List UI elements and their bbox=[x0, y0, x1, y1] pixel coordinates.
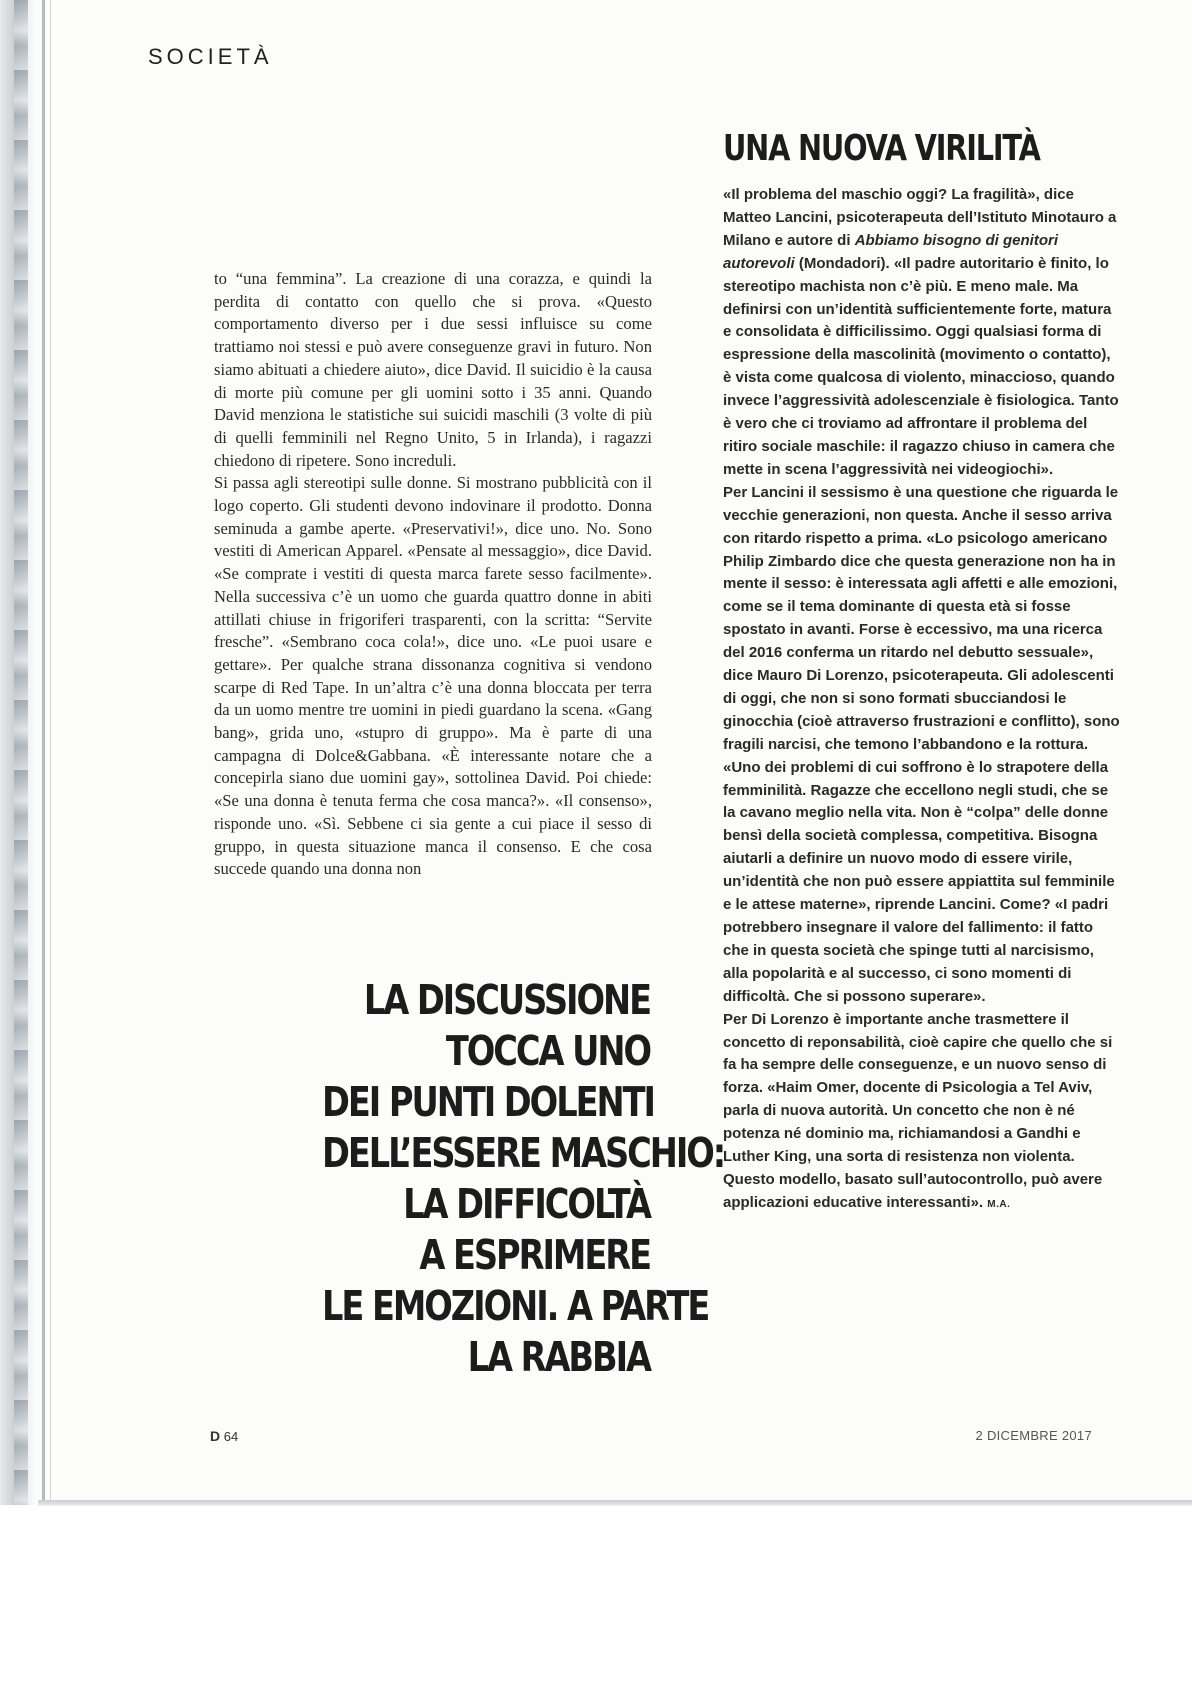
magazine-logo: D bbox=[210, 1428, 221, 1444]
pull-quote-line: A ESPRIMERE bbox=[419, 1231, 650, 1279]
pull-quote-line: LA DISCUSSIONE bbox=[363, 976, 650, 1024]
sidebar-paragraph-2: Per Lancini il sessismo è una questione che riguarda le vecchie generazioni, non questa. Anche il sesso arriva con ritardo rispetto a prima. «Lo psicologo americano Philip Zimbardo dice che questa generazione non ha in mente il sesso: è interessata agli affetti e alle emozioni, come se il tema dominante di questa età si fosse spostato in avanti. Forse è eccessivo, ma una ricerca del 2016 conferma un ritardo nel debutto sessuale», dice Mauro Di Lorenzo, psicoterapeuta. Gli adolescenti di oggi, che non si sono formati sbucciandosi le ginocchia (cioè attraverso frustrazioni e conflitto), sono fragili narcisi, che temono l’abbandono e la rottura. bbox=[723, 483, 1120, 753]
sidebar-paragraph-4 bbox=[723, 1009, 1123, 1217]
pull-quote bbox=[322, 975, 725, 1383]
sidebar-p1-text: «Il problema del maschio oggi? La fragilità», dice Matteo Lancini, psicoterapeuta dell’Istituto Minotauro a Milano e autore di bbox=[723, 186, 1117, 249]
book-title: Abbiamo bisogno di genitori autorevoli bbox=[723, 231, 1059, 272]
binding-strip bbox=[14, 0, 28, 1505]
issue-date: 2 DICEMBRE 2017 bbox=[975, 1428, 1092, 1443]
scan-background bbox=[0, 1506, 1192, 1684]
pull-quote-line: LA DIFFICOLTÀ bbox=[403, 1180, 650, 1228]
pull-quote-line: TOCCA UNO bbox=[445, 1027, 650, 1075]
sidebar-p1-text-cont: (Mondadori). «Il padre autoritario è finito, lo stereotipo machista non c’è più. E meno male. Ma definirsi con un’identità sufficientemente forte, matura e consolidata è difficilissimo. Oggi qualsiasi forma di espressione della mascolinità (movimento o contatto), è vista come qualcosa di violento, minaccioso, quando invece l’aggressività adolescenziale è fisiologica. Tanto è vero che ci troviamo ad affrontare il problema del ritiro sociale maschile: il ragazzo chiuso in camera che mette in scena l’aggressività nei videogiochi». bbox=[723, 254, 1119, 478]
article-body bbox=[214, 268, 652, 881]
author-signature: M.A. bbox=[987, 1198, 1011, 1210]
pull-quote-line: LE EMOZIONI. A PARTE bbox=[322, 1282, 709, 1330]
page-number: 64 bbox=[223, 1429, 239, 1444]
page-binding bbox=[0, 0, 38, 1505]
article-paragraph-2: Si passa agli stereotipi sulle donne. Si mostrano pubblicità con il logo coperto. Gli studenti devono indovinare il prodotto. Donna seminuda a gambe aperte. «Preservativi!», dice uno. No. Sono vestiti di American Apparel. «Pensate al messaggio», dice David. «Se comprate i vestiti di questa marca farete sesso facilmente». Nella successiva c’è un uomo che guarda quattro donne in abiti attillati chiuse in frigoriferi trasparenti, con la scritta: “Servite fresche”. «Sembrano coca cola!», dice uno. «Le puoi usare e gettare». Per qualche strana dissonanza cognitiva si vendono scarpe di Red Tape. In un’altra c’è una donna bloccata per terra da un uomo mentre tre uomini in piedi guardano la scena. «Gang bang», grida uno, «stupro di gruppo». Ma è parte di una campagna di Dolce&Gabbana. «È interessante notare che a concepirla siano due uomini gay», sottolinea David. Poi chiede: «Se una donna è tenuta ferma che cosa manca?». «Il consenso», risponde uno. «Sì. Sebbene ci sia gente a cui piace il sesso di gruppo, in questa situazione manca il consenso. E che cosa succede quando una donna non bbox=[214, 473, 652, 879]
page-edge-line bbox=[42, 0, 45, 1505]
sidebar-body bbox=[723, 184, 1123, 1217]
page-edge-line-inner bbox=[50, 0, 51, 1505]
page-folio bbox=[210, 1428, 238, 1444]
pull-quote-line: DEI PUNTI DOLENTI bbox=[322, 1078, 654, 1126]
sidebar-paragraph-3: «Uno dei problemi di cui soffrono è lo strapotere della femminilità. Ragazze che eccellono negli studi, che se la cavano meglio nella vita. Non è “colpa” delle donne bensì della società complessa, competitiva. Bisogna aiutarli a definire un nuovo modo di essere virile, un’identità che non può essere appiattita sul femminile e le attese materne», riprende Lancini. Come? «I padri potrebbero insegnare il valore del fallimento: il fatto che in questa società che spinge tutti al narcisismo, alla popolarità e al successo, ci sono momenti di difficoltà. Che si possono superare». bbox=[723, 758, 1115, 1005]
pull-quote-line: DELL’ESSERE MASCHIO: bbox=[322, 1129, 725, 1177]
section-label: SOCIETÀ bbox=[148, 44, 273, 69]
sidebar-p4-text: Per Di Lorenzo è importante anche trasmettere il concetto di reponsabilità, cioè capire che quello che si fa ha sempre delle conseguenze, e un nuovo senso di forza. «Haim Omer, docente di Psicologia a Tel Aviv, parla di nuova autorità. Un concetto che non è né potenza né dominio ma, richiamandosi a Gandhi e Luther King, una sorta di resistenza non violenta. Questo modello, basato sull’autocontrollo, può avere applicazioni educative interessanti». bbox=[723, 1010, 1113, 1211]
pull-quote-line: LA RABBIA bbox=[467, 1333, 650, 1381]
sidebar-title: UNA NUOVA VIRILITÀ bbox=[723, 128, 1040, 169]
article-paragraph-1: to “una femmina”. La creazione di una corazza, e quindi la perdita di contatto con quello che si prova. «Questo comportamento diverso per i due sessi influisce su come trattiamo noi stessi e può avere conseguenze gravi in futuro. Non siamo abituati a chiedere aiuto», dice David. Il suicidio è la causa di morte più comune per gli uomini sotto i 35 anni. Quando David menziona le statistiche sui suicidi maschili (3 volte di più di quelli femminili nel Regno Unito, 5 in Irlanda), i ragazzi chiedono di ripetere. Sono increduli. bbox=[214, 269, 652, 470]
sidebar-paragraph-1 bbox=[723, 184, 1123, 482]
